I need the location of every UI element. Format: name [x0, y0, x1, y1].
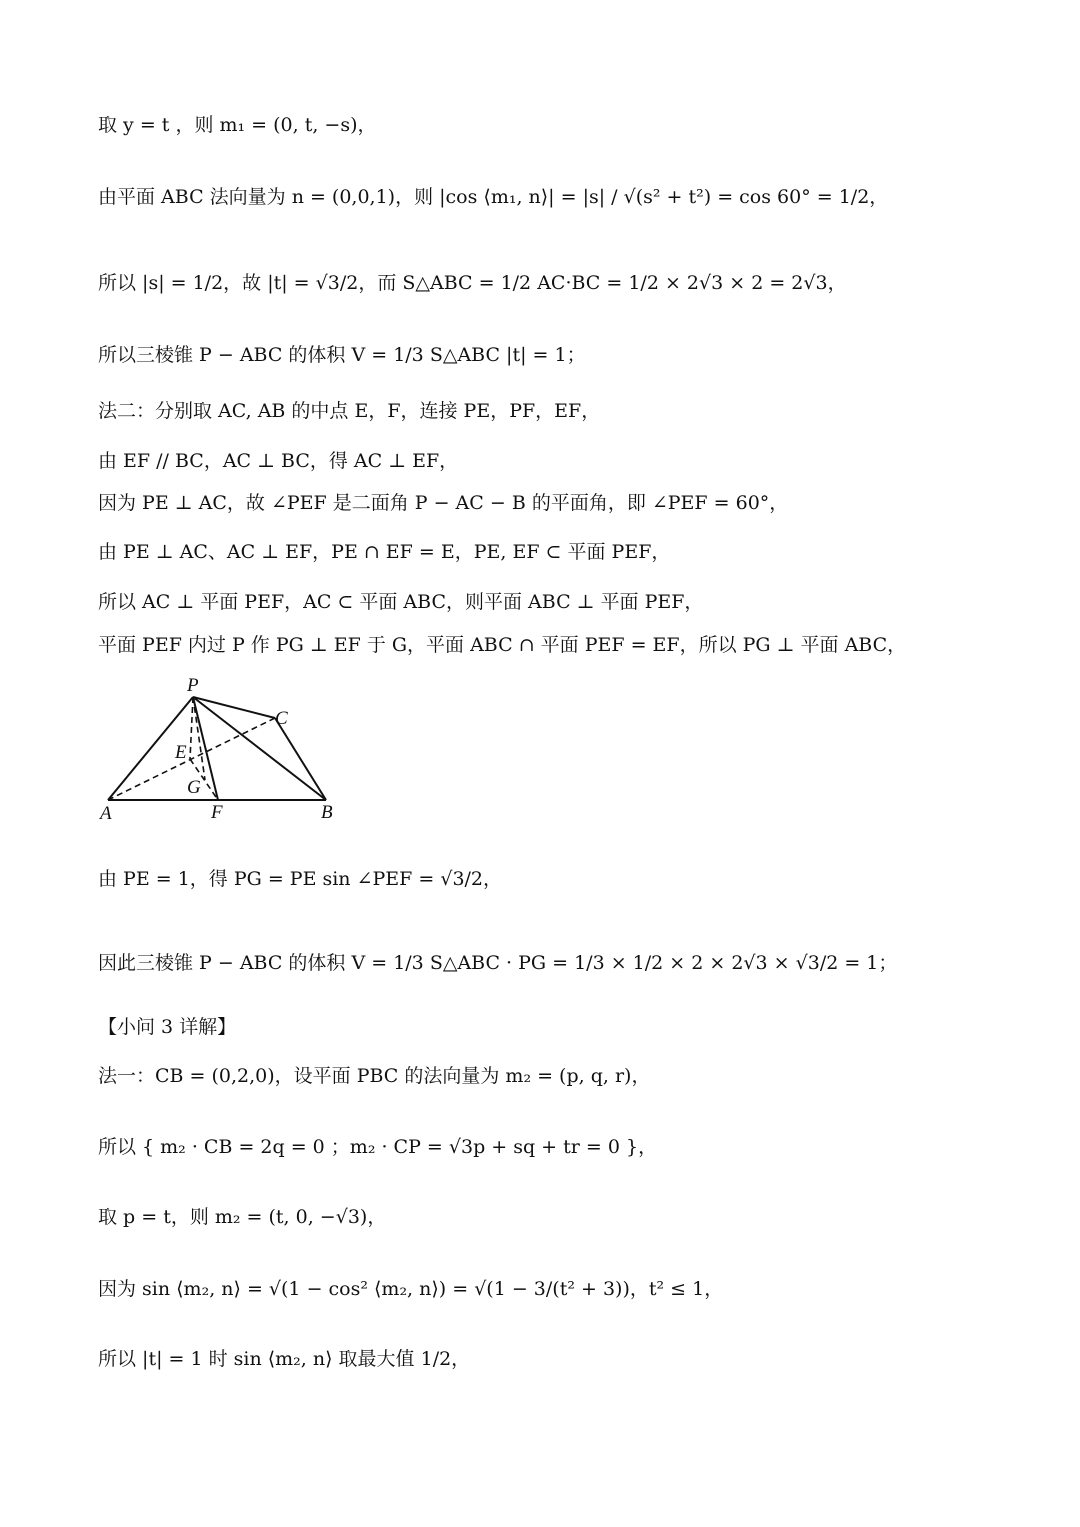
line-4: 所以三棱锥 P − ABC 的体积 V = 1/3 S△ABC |t| = 1；	[98, 344, 586, 366]
line-3: 所以 |s| = 1/2，故 |t| = √3/2，而 S△ABC = 1/2 AC·BC = 1/2 × 2√3 × 2 = 2√3，	[98, 272, 847, 294]
line-2: 由平面 ABC 法向量为 n = (0,0,1)，则 |cos ⟨m₁, n⟩| = |s| / √(s² + t²) = cos 60° = 1/2，	[98, 186, 889, 208]
edge-PE	[190, 697, 193, 759]
line-6: 由 EF // BC，AC ⊥ BC，得 AC ⊥ EF，	[98, 450, 459, 472]
label-B: B	[321, 802, 333, 823]
label-E: E	[175, 742, 187, 763]
line-14: 所以 { m₂ · CB = 2q = 0 ；m₂ · CP = √3p + sq + tr = 0 }，	[98, 1136, 658, 1158]
line-16: 因为 sin ⟨m₂, n⟩ = √(1 − cos² ⟨m₂, n⟩) = √(1 − 3/(t² + 3))，t² ≤ 1，	[98, 1278, 724, 1300]
line-17: 所以 |t| = 1 时 sin ⟨m₂, n⟩ 取最大值 1/2，	[98, 1348, 471, 1370]
line-1: 取 y = t ，则 m₁ = (0, t, −s)，	[98, 114, 377, 136]
line-9: 所以 AC ⊥ 平面 PEF，AC ⊂ 平面 ABC，则平面 ABC ⊥ 平面 PEF，	[98, 591, 704, 613]
label-A: A	[100, 803, 112, 824]
line-8: 由 PE ⊥ AC、AC ⊥ EF，PE ∩ EF = E，PE, EF ⊂ 平面 PEF，	[98, 541, 671, 563]
line-7: 因为 PE ⊥ AC，故 ∠PEF 是二面角 P − AC − B 的平面角，即 ∠PEF = 60°，	[98, 492, 789, 514]
label-P: P	[187, 675, 199, 696]
line-12: 因此三棱锥 P − ABC 的体积 V = 1/3 S△ABC · PG = 1/3 × 1/2 × 2 × 2√3 × √3/2 = 1；	[98, 952, 898, 974]
label-F: F	[211, 802, 223, 823]
line-11: 由 PE = 1，得 PG = PE sin ∠PEF = √3/2，	[98, 868, 503, 890]
label-G: G	[187, 777, 201, 798]
pyramid-figure	[90, 672, 350, 832]
line-13: 法一：CB = (0,2,0)，设平面 PBC 的法向量为 m₂ = (p, q, r)，	[98, 1065, 651, 1087]
section-heading: 【小问 3 详解】	[98, 1016, 237, 1038]
edge-CB	[275, 718, 326, 800]
label-C: C	[275, 708, 288, 729]
line-5: 法二：分别取 AC, AB 的中点 E，F，连接 PE，PF，EF，	[98, 400, 601, 422]
line-10: 平面 PEF 内过 P 作 PG ⊥ EF 于 G，平面 ABC ∩ 平面 PEF = EF，所以 PG ⊥ 平面 ABC，	[98, 634, 907, 656]
line-15: 取 p = t，则 m₂ = (t, 0, −√3)，	[98, 1206, 387, 1228]
edge-PB	[193, 697, 326, 800]
